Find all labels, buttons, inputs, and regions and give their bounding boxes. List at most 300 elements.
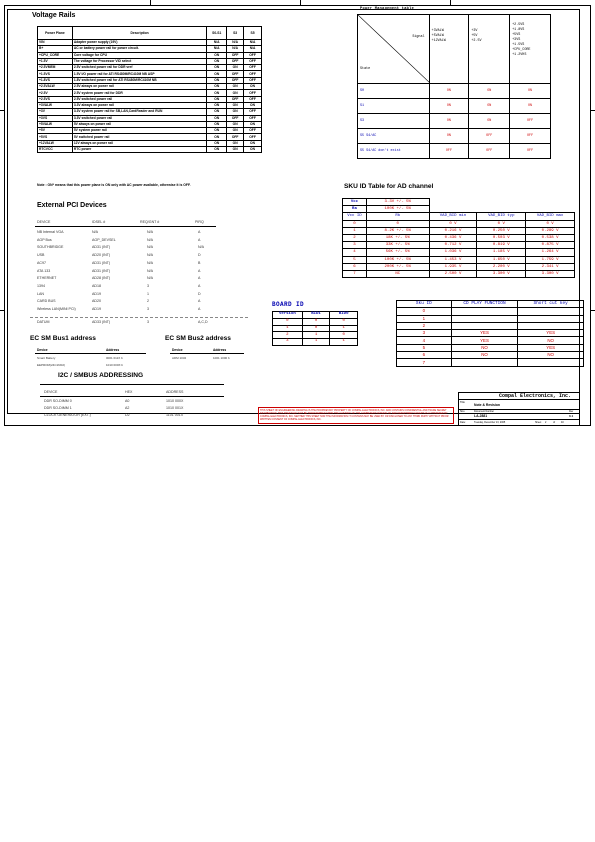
cd-play-row: [397, 330, 584, 337]
board-id-row: [273, 318, 358, 325]
sku-cell: 0.289 V: [526, 227, 575, 234]
voltage-rail-cell: ON: [207, 115, 227, 121]
voltage-rail-cell: OFF: [227, 134, 244, 140]
voltage-rail-cell: OFF: [244, 58, 262, 64]
ec-bus2-header-device: Device: [172, 348, 183, 352]
voltage-rail-cell: ON: [244, 102, 262, 108]
i2c-header-hex: HEX: [125, 390, 133, 394]
voltage-rail-cell: 1.5V I/O power rail for ATI RS480M/RC410M NB ASP: [72, 71, 206, 77]
voltage-rail-cell: ON: [207, 71, 227, 77]
pci-device-cell: N/A: [147, 230, 153, 234]
cd-play-cell: [451, 322, 518, 329]
size-label: Size: [460, 410, 465, 413]
voltage-rail-cell: ON: [227, 147, 244, 153]
sku-cell: 1.036 V: [429, 249, 477, 256]
sku-cell: 7: [343, 270, 367, 277]
voltage-rail-cell: RTCVCC: [38, 147, 73, 153]
cd-play-header-cell: CD PLAY FUNCTION: [451, 301, 518, 308]
voltage-rail-cell: OFF: [244, 52, 262, 58]
company-name: Compal Electronics, Inc.: [459, 393, 579, 400]
pci-device-cell: 1: [147, 291, 149, 296]
board-id-header-row: [273, 312, 358, 319]
cd-play-row: [397, 308, 584, 315]
power-management-value: OFF: [429, 144, 469, 159]
cd-play-cell: [518, 359, 584, 366]
voltage-rail-cell: VIN: [38, 40, 73, 46]
pci-device-cell: NB Internal VGA: [37, 230, 64, 234]
pci-device-cell: Wireless LAN(MINI PCI): [37, 307, 76, 311]
pci-device-cell: AGP Bus: [37, 237, 52, 242]
sku-id-table: [342, 198, 575, 278]
zone-tick: [150, 0, 151, 5]
cd-play-cell: YES: [451, 337, 518, 344]
title-label: Title: [460, 401, 465, 404]
voltage-rail-cell: +2.5VMEM: [38, 65, 73, 71]
voltage-rail-cell: ON: [227, 121, 244, 127]
pci-device-cell: N/A: [147, 260, 153, 265]
power-management-value: ON: [429, 99, 469, 114]
pci-header-pirq: PIRQ: [195, 220, 204, 224]
sku-param-name: Vcc: [343, 199, 367, 206]
zone-tick: [0, 110, 4, 111]
cd-play-row: [397, 337, 584, 344]
voltage-rail-cell: ON: [207, 65, 227, 71]
pci-device-cell: A: [198, 276, 201, 281]
sku-row: [343, 242, 575, 249]
sku-cell: 0: [366, 220, 429, 227]
ec-bus2-row-device: ADM 1032: [172, 356, 187, 360]
board-id-cell: 1: [330, 325, 358, 332]
pci-dashed-device: DATUM: [37, 320, 50, 324]
power-management-value: ON: [469, 99, 510, 114]
cd-play-header-cell: Short cut key: [518, 301, 584, 308]
power-management-title: Power Management table: [360, 7, 415, 11]
i2c-title: I2C / SMBUS ADDRESSING: [58, 372, 144, 379]
sku-cell: NC: [366, 270, 429, 277]
voltage-rail-cell: OFF: [227, 71, 244, 77]
pci-header-device: DEVICE: [37, 220, 51, 224]
voltage-rail-cell: ON: [207, 109, 227, 115]
ec-bus1-header-device: Device: [37, 348, 48, 352]
pci-device-cell: A: [198, 307, 201, 311]
pci-device-cell: N/A: [147, 237, 153, 242]
voltage-rail-cell: ON: [207, 147, 227, 153]
voltage-rail-cell: Core voltage for CPU: [72, 52, 206, 58]
ec-bus1-row-address: 1010 000X b: [106, 363, 124, 367]
pci-device-cell: A: [198, 283, 201, 288]
pci-device-cell: AC97: [37, 260, 46, 265]
pci-device-cell: N/A: [147, 268, 153, 273]
board-id-cell: 2: [273, 332, 303, 339]
pci-device-cell: D: [198, 291, 201, 296]
pci-device-cell: AD20: [92, 299, 101, 304]
voltage-rails-header-cell: S5: [244, 27, 262, 40]
sku-cell: 2.500 V: [429, 270, 477, 277]
power-management-value: ON: [510, 84, 551, 99]
voltage-rail-cell: B+: [38, 46, 73, 52]
i2c-header-address: ADDRESS: [166, 390, 184, 394]
cd-play-row: [397, 359, 584, 366]
voltage-rail-cell: OFF: [227, 52, 244, 58]
cd-play-header-cell: Sku ID: [397, 301, 452, 308]
title-block: [458, 392, 580, 426]
voltage-rails-header-cell: S3: [227, 27, 244, 40]
cd-play-cell: [451, 359, 518, 366]
power-management-row: [358, 129, 551, 144]
voltage-rail-cell: +1.5V: [38, 58, 73, 64]
sku-cell: 1.264 V: [526, 249, 575, 256]
zone-tick: [0, 310, 4, 311]
sku-cell: 0.819 V: [477, 242, 526, 249]
ec-bus2-rule: [170, 353, 244, 354]
sku-cell: 0.250 V: [477, 227, 526, 234]
disclaimer: THIS SHEET OF ENGINEERING DRAWING IS THE PROPRIETARY PROPERTY OF COMPAL ELECTRONICS, INC. AND CONTAINS CONFIDENTIAL AND TRADE SECRET INFORMATION. THIS SHEET MAY NOT BE TRANSFERRED FROM THE CUSTODY OF THE COMPETENT DIVISION OF R&D DEPARTMENT EXCEPT AS AUTHORIZED BY COMPAL ELECTRONICS, INC. NEITHER THIS SHEET NOR THE INFORMATION IT CONTAINS MAY BE USED BY OR DISCLOSED TO ANY THIRD PARTY WITHOUT PRIOR WRITTEN CONSENT OF COMPAL ELECTRONICS, INC.: [258, 407, 454, 424]
power-management-value: ON: [429, 129, 469, 144]
pci-device-cell: A: [198, 268, 201, 273]
date-value: Tuesday, December 13, 2005: [474, 421, 506, 424]
sku-cell: 2: [343, 234, 367, 241]
voltage-rail-cell: ON: [207, 58, 227, 64]
pci-device-cell: 3: [147, 283, 149, 288]
ec-bus2-header-address: Address: [213, 348, 227, 352]
i2c-cell: D2: [125, 413, 130, 417]
voltage-rail-cell: ON: [227, 140, 244, 146]
voltage-rail-cell: N/A: [227, 46, 244, 52]
zone-tick: [300, 0, 301, 5]
date-label: Date:: [460, 421, 466, 424]
rev-value: 0.1: [569, 414, 574, 418]
pci-device-cell: N/A: [198, 245, 204, 250]
sheet-label: Sheet: [535, 421, 542, 424]
voltage-rail-cell: ON: [207, 52, 227, 58]
sheet-number: 2: [545, 421, 547, 424]
pci-device-cell: N/A: [147, 253, 153, 258]
voltage-rail-cell: +1.5VS: [38, 71, 73, 77]
voltage-rails-table: [37, 26, 262, 153]
power-management-header-row: [358, 15, 551, 84]
power-management-row: [358, 84, 551, 99]
sku-row: [343, 270, 575, 277]
sku-header-row: [343, 213, 575, 220]
sku-cell: 0.436 V: [429, 234, 477, 241]
voltage-rail-cell: OFF: [244, 96, 262, 102]
voltage-rail-cell: ON: [207, 140, 227, 146]
power-management-value: OFF: [469, 144, 510, 159]
pci-device-cell: A: [198, 230, 201, 234]
cd-play-cell: NO: [518, 337, 584, 344]
board-id-row: [273, 325, 358, 332]
board-id-cell: 1: [302, 339, 330, 346]
voltage-rail-cell: 5V system power rail: [72, 128, 206, 134]
pci-header-rule: [35, 226, 216, 227]
board-id-cell: 0: [302, 325, 330, 332]
pci-device-cell: AD31 (INT): [92, 245, 111, 250]
voltage-rail-cell: +2.5VALW: [38, 84, 73, 90]
pci-device-cell: ETHERNET: [37, 276, 57, 281]
sku-cell: 3.300 V: [477, 270, 526, 277]
pci-device-cell: AD31 (INT): [92, 268, 111, 273]
power-management-value: OFF: [469, 129, 510, 144]
voltage-rail-cell: ON: [207, 96, 227, 102]
voltage-rail-cell: 1.8V switched power rail for ATI RS480M/RC410M NB: [72, 77, 206, 83]
diagonal-line: [358, 15, 430, 83]
i2c-cell: A0: [125, 399, 130, 403]
voltage-rail-cell: ON: [244, 147, 262, 153]
sku-row: [343, 263, 575, 270]
pci-device-cell: N/A: [92, 230, 98, 234]
voltage-rail-cell: 2.5V always on power rail: [72, 84, 206, 90]
pci-device-cell: B: [198, 260, 201, 265]
voltage-rail-cell: +3VS: [38, 115, 73, 121]
cd-play-cell: 0: [397, 308, 452, 315]
voltage-rail-cell: Adapter power supply (19V): [72, 40, 206, 46]
power-management-column-header: +3V +5V +2.5V: [469, 15, 510, 84]
voltage-rail-cell: OFF: [227, 77, 244, 83]
voltage-rail-cell: ON: [244, 140, 262, 146]
board-id-cell: 0: [273, 318, 303, 325]
voltage-rail-cell: OFF: [227, 58, 244, 64]
pci-device-cell: A: [198, 237, 201, 242]
cd-play-cell: YES: [451, 330, 518, 337]
i2c-cell: 1010 000X: [166, 399, 184, 403]
power-management-row: [358, 99, 551, 114]
sku-cell: 200K +/- 5%: [366, 263, 429, 270]
voltage-rail-cell: 5V always on power rail: [72, 121, 206, 127]
voltage-rail-cell: OFF: [244, 77, 262, 83]
sku-param-value: 3.3V +/- 5%: [366, 199, 429, 206]
pci-device-cell: 3: [147, 307, 149, 311]
board-id-table: [272, 311, 358, 346]
voltage-rail-cell: ON: [244, 121, 262, 127]
voltage-rail-cell: OFF: [244, 115, 262, 121]
voltage-rail-cell: ON: [244, 84, 262, 90]
cd-play-cell: NO: [451, 344, 518, 351]
doc-number-label: Document Number: [474, 410, 495, 413]
sku-cell: 0 V: [429, 220, 477, 227]
pci-dashed-rule: [30, 317, 248, 318]
pci-device-cell: AD20 (INT): [92, 253, 111, 258]
power-management-value: ON: [429, 114, 469, 129]
voltage-rails-header-cell: Power Plane: [38, 27, 73, 40]
sku-cell: 8.2K +/- 5%: [366, 227, 429, 234]
board-id-title: BOARD ID: [272, 301, 305, 308]
state-label: State: [360, 67, 371, 71]
sku-param-row: [343, 199, 575, 206]
sku-cell: 0.875 V: [526, 242, 575, 249]
voltage-rail-cell: ON: [207, 77, 227, 83]
pci-device-cell: AD18: [92, 283, 101, 288]
voltage-rail-cell: OFF: [244, 128, 262, 134]
pci-device-cell: LAN: [37, 291, 44, 296]
sku-cell: 100K +/- 5%: [366, 256, 429, 263]
zone-tick: [591, 310, 595, 311]
board-id-row: [273, 339, 358, 346]
sku-cell: 5: [343, 256, 367, 263]
pci-device-cell: A: [198, 299, 201, 304]
voltage-rail-cell: +12VALW: [38, 140, 73, 146]
sku-cell: 0 V: [477, 220, 526, 227]
voltage-rails-header-row: [38, 27, 262, 40]
power-management-value: OFF: [510, 144, 551, 159]
board-id-header-cell: BID0: [330, 312, 358, 319]
i2c-cell: DDR SO-DIMM 1: [44, 406, 72, 410]
sku-cell: 0.538 V: [526, 234, 575, 241]
cd-play-row: [397, 344, 584, 351]
ec-bus1-row-device: EEPROM(24C16/02): [37, 363, 66, 367]
pci-device-cell: 1394: [37, 283, 45, 288]
voltage-rail-cell: ON: [207, 128, 227, 134]
voltage-rail-cell: N/A: [207, 40, 227, 46]
pci-dashed-req: 3: [147, 320, 149, 324]
sku-header-cell: Rb: [366, 213, 429, 220]
sku-cell: 3.300 V: [526, 270, 575, 277]
power-management-state: S1: [358, 99, 430, 114]
power-management-state: S5 S4/AC: [358, 129, 430, 144]
cd-play-cell: 1: [397, 315, 452, 322]
i2c-cell: CLOCK GENERATOR (EXT.): [44, 413, 91, 417]
voltage-rail-cell: 12V always on power rail: [72, 140, 206, 146]
voltage-rail-cell: 2.5V system power rail for DDR: [72, 90, 206, 96]
power-management-row: [358, 144, 551, 159]
i2c-header-device: DEVICE: [44, 390, 58, 394]
pci-device-cell: USB: [37, 253, 45, 258]
pci-devices-title: External PCI Devices: [37, 202, 107, 209]
sku-param-row: [343, 206, 575, 213]
voltage-rail-cell: +5V: [38, 128, 73, 134]
voltage-rail-cell: ON: [207, 134, 227, 140]
cd-play-table: [396, 300, 584, 367]
voltage-rail-cell: 3.3V system power rail for SB,LAN,CardReader and RUN: [72, 109, 206, 115]
i2c-cell: DDR SO-DIMM 0: [44, 399, 72, 403]
ec-bus1-header-address: Address: [106, 348, 120, 352]
voltage-rail-cell: ON: [227, 128, 244, 134]
cd-play-cell: 5: [397, 344, 452, 351]
power-management-value: ON: [429, 84, 469, 99]
sku-cell: 1.759 V: [526, 256, 575, 263]
sku-header-cell: Vcc ID: [343, 213, 367, 220]
sku-param-spacer: [429, 199, 574, 206]
cd-play-cell: YES: [518, 344, 584, 351]
voltage-rail-cell: +2.5VS: [38, 96, 73, 102]
sku-header-cell: VAD_BID min: [429, 213, 477, 220]
sku-cell: 33K +/- 5%: [366, 242, 429, 249]
power-management-state: S3: [358, 114, 430, 129]
voltage-rail-cell: ON: [227, 90, 244, 96]
cd-play-cell: YES: [518, 330, 584, 337]
i2c-cell: 1101 001X: [166, 413, 184, 417]
voltage-note: Note : ON* means that this power plane is ON only with AC power available, otherwise it is OFF.: [37, 183, 191, 187]
voltage-rail-cell: N/A: [207, 46, 227, 52]
cd-play-header-row: [397, 301, 584, 308]
sku-param-spacer: [429, 206, 574, 213]
voltage-rail-cell: 2.5V switched power rail: [72, 96, 206, 102]
power-management-table: [357, 14, 551, 159]
i2c-top-rule: [40, 384, 224, 385]
voltage-rail-cell: ON: [227, 84, 244, 90]
voltage-rail-cell: OFF: [244, 90, 262, 96]
sku-param-value: 100K +/- 5%: [366, 206, 429, 213]
voltage-rail-cell: ON: [227, 109, 244, 115]
voltage-rail-cell: 5V switched power rail: [72, 134, 206, 140]
cd-play-cell: [518, 308, 584, 315]
sku-row: [343, 234, 575, 241]
voltage-rail-cell: +1.8VS: [38, 77, 73, 83]
cd-play-cell: 2: [397, 322, 452, 329]
power-management-value: ON: [510, 99, 551, 114]
pci-device-cell: AD19: [92, 307, 101, 311]
voltage-rail-cell: OFF: [227, 115, 244, 121]
voltage-rail-cell: ON: [227, 65, 244, 71]
power-management-value: ON: [469, 114, 510, 129]
voltage-rail-cell: +5VS: [38, 134, 73, 140]
pci-device-cell: N/A: [147, 245, 153, 250]
i2c-cell: 1010 001X: [166, 406, 184, 410]
voltage-rails-header-cell: Description: [72, 27, 206, 40]
power-management-state: S5 S4/AC don't exist: [358, 144, 430, 159]
sku-cell: 0.503 V: [477, 234, 526, 241]
ec-bus1-title: EC SM Bus1 address: [30, 335, 96, 342]
zone-tick: [450, 0, 451, 5]
cd-play-cell: [451, 308, 518, 315]
pci-device-cell: AD31 (INT): [92, 260, 111, 265]
sku-cell: 1.185 V: [477, 249, 526, 256]
board-id-cell: 0: [302, 318, 330, 325]
pci-device-cell: SOUTHBRIDGE: [37, 245, 64, 250]
board-id-cell: 1: [330, 339, 358, 346]
sku-cell: 0.712 V: [429, 242, 477, 249]
cd-play-cell: 6: [397, 352, 452, 359]
sku-cell: 1.935 V: [429, 263, 477, 270]
voltage-rail-cell: ON: [207, 121, 227, 127]
sku-row: [343, 227, 575, 234]
voltage-rail-cell: The voltage for Processor VID select: [72, 58, 206, 64]
pci-device-cell: AD19: [92, 291, 101, 296]
cd-play-cell: NO: [518, 352, 584, 359]
sku-cell: 0: [343, 220, 367, 227]
board-id-header-cell: BID1: [302, 312, 330, 319]
board-id-cell: 0: [330, 332, 358, 339]
sku-cell: 18K +/- 5%: [366, 234, 429, 241]
sku-cell: 4: [343, 249, 367, 256]
voltage-rail-cell: ON: [227, 102, 244, 108]
board-id-cell: 1: [273, 325, 303, 332]
voltage-rails-header-cell: S0-S1: [207, 27, 227, 40]
voltage-rail-cell: N/A: [227, 40, 244, 46]
cd-play-row: [397, 322, 584, 329]
pci-header-req: REQ/GNT #: [140, 220, 160, 224]
voltage-rail-cell: N/A: [244, 46, 262, 52]
i2c-header-rule: [40, 396, 224, 397]
cd-play-cell: 3: [397, 330, 452, 337]
voltage-rail-cell: AC or battery power rail for power circuit.: [72, 46, 206, 52]
zone-tick: [591, 110, 595, 111]
voltage-rail-cell: +CPU_CORE: [38, 52, 73, 58]
power-management-value: OFF: [510, 129, 551, 144]
rev-label: Rev: [569, 410, 574, 413]
voltage-rail-cell: 2.5V switched power rail for DDR vref: [72, 65, 206, 71]
sku-param-name: Ra: [343, 206, 367, 213]
voltage-rail-cell: OFF: [244, 71, 262, 77]
cd-play-cell: [518, 315, 584, 322]
sku-cell: 2.200 V: [477, 263, 526, 270]
voltage-rail-cell: +3VALW: [38, 102, 73, 108]
sku-cell: 2.341 V: [526, 263, 575, 270]
ec-bus1-row-device: Smart Battery: [37, 356, 56, 360]
voltage-rail-cell: ON: [207, 102, 227, 108]
sku-cell: 1.453 V: [429, 256, 477, 263]
cd-play-cell: [518, 322, 584, 329]
board-id-cell: 1: [302, 332, 330, 339]
